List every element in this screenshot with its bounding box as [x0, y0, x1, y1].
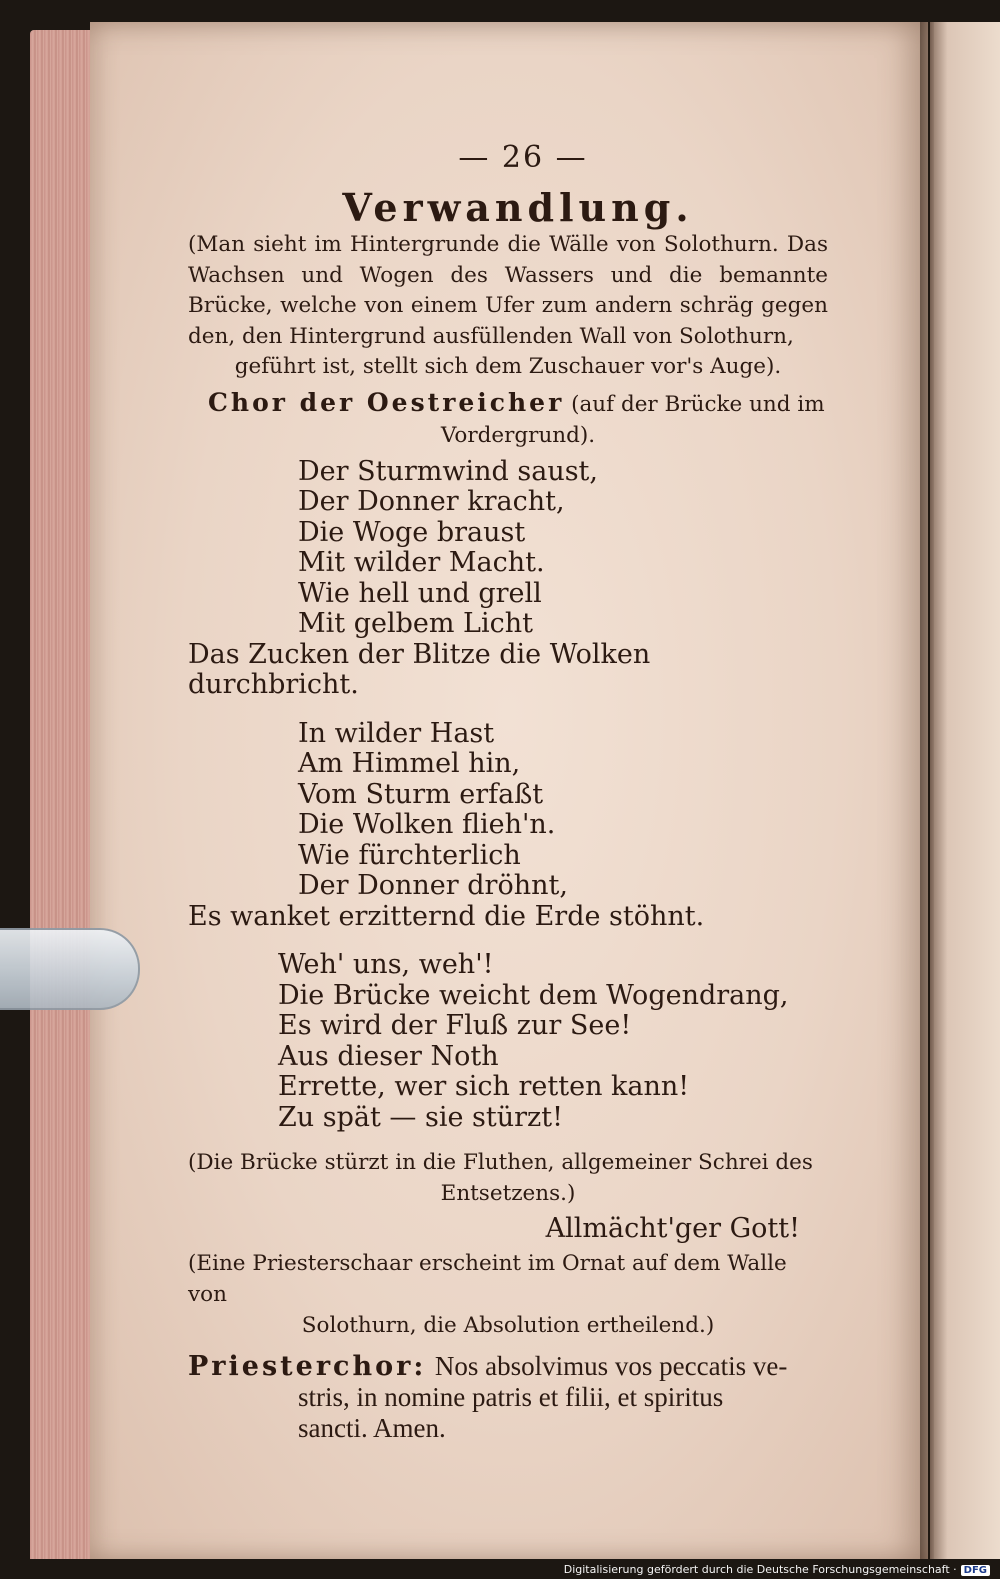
stage-direction-3: [188, 1248, 828, 1341]
stage-line: (Man sieht im Hintergrunde die Wälle von Solothurn.: [188, 232, 779, 257]
verse-line: Errette, wer sich retten kann!: [278, 1071, 690, 1102]
gutter-shadow: [920, 22, 934, 1562]
page-content: [188, 140, 828, 1444]
verse-line: Vom Sturm erfaßt: [298, 778, 544, 810]
speaker-note: (auf der Brücke und im: [571, 391, 825, 417]
verse-line: Die Brücke weicht dem Wogendrang,: [278, 979, 789, 1011]
verse-line: Am Himmel hin,: [298, 748, 521, 779]
verse-line: In wilder Hast: [298, 717, 495, 749]
verse-line: Der Donner kracht,: [298, 486, 565, 517]
stage-line: (Die Brücke stürzt in die Fluthen, allgemeiner Schrei des: [188, 1150, 813, 1175]
priesterchor-block: [188, 1351, 828, 1444]
verse-line: Mit wilder Macht.: [298, 547, 545, 578]
latin-line: Nos absolvimus vos peccatis ve-: [434, 1351, 788, 1381]
verse-line: Aus dieser Noth: [278, 1040, 499, 1072]
verse-line: Der Donner dröhnt,: [298, 870, 568, 901]
stage-line: Entsetzens.): [440, 1181, 576, 1206]
verse-line: Der Sturmwind saust,: [298, 455, 598, 487]
stanza-2: [188, 719, 828, 933]
verse-line: Die Woge braust: [298, 516, 526, 548]
stanza-1: [188, 457, 828, 701]
verse-line: Mit gelbem Licht: [298, 608, 533, 639]
scene-heading: Verwandlung.: [342, 185, 694, 230]
page-number: — 26 —: [458, 140, 588, 175]
verse-line: Wie fürchterlich: [298, 839, 521, 871]
chor-speaker-line: [188, 387, 828, 451]
verse-line: Das Zucken der Blitze die Wolken durchbricht.: [188, 638, 651, 700]
footer-credit-text: Digitalisierung gefördert durch die Deutsche Forschungsgemeinschaft ·: [563, 1563, 957, 1576]
verse-line: Zu spät — sie stürzt!: [278, 1101, 563, 1133]
stage-line: Brücke, welche von einem Ufer zum andern schräg gegen: [188, 293, 828, 318]
stage-line: Solothurn, die Absolution ertheilend.): [301, 1313, 715, 1338]
stage-direction-1: [188, 230, 828, 383]
stage-line: den, den Hintergrund ausfüllenden Wall von Solothurn,: [188, 323, 794, 349]
speaker-name: Priesterchor:: [188, 1351, 427, 1382]
exclamation-line: Allmächt'ger Gott!: [545, 1213, 800, 1244]
dfg-logo-icon: DFG: [961, 1565, 990, 1576]
verse-line: Es wird der Fluß zur See!: [278, 1010, 632, 1041]
verse-line: Es wanket erzitternd die Erde stöhnt.: [188, 900, 705, 932]
page-turn-tab[interactable]: [0, 928, 140, 1010]
verse-line: Weh' uns, weh'!: [278, 949, 494, 980]
speaker-name: Chor der Oestreicher: [208, 387, 565, 417]
footer-credit: [564, 1563, 990, 1576]
stage-line: Das Wachsen und Wogen des Wassers und die bemannte: [188, 232, 828, 288]
stage-line: geführt ist, stellt sich dem Zuschauer vor's Auge).: [234, 354, 782, 379]
verse-line: Die Wolken flieh'n.: [298, 809, 556, 840]
latin-line: sancti. Amen.: [298, 1413, 446, 1443]
speaker-note-cont: Vordergrund).: [440, 422, 596, 448]
stanza-3: [188, 950, 828, 1133]
stage-direction-2: [188, 1147, 828, 1209]
latin-line: stris, in nomine patris et filii, et spiritus: [298, 1382, 724, 1412]
verse-line: Wie hell und grell: [298, 577, 542, 609]
next-page-edge: [930, 22, 1000, 1562]
stage-line: (Eine Priesterschaar erscheint im Ornat auf dem Walle von: [188, 1251, 787, 1307]
